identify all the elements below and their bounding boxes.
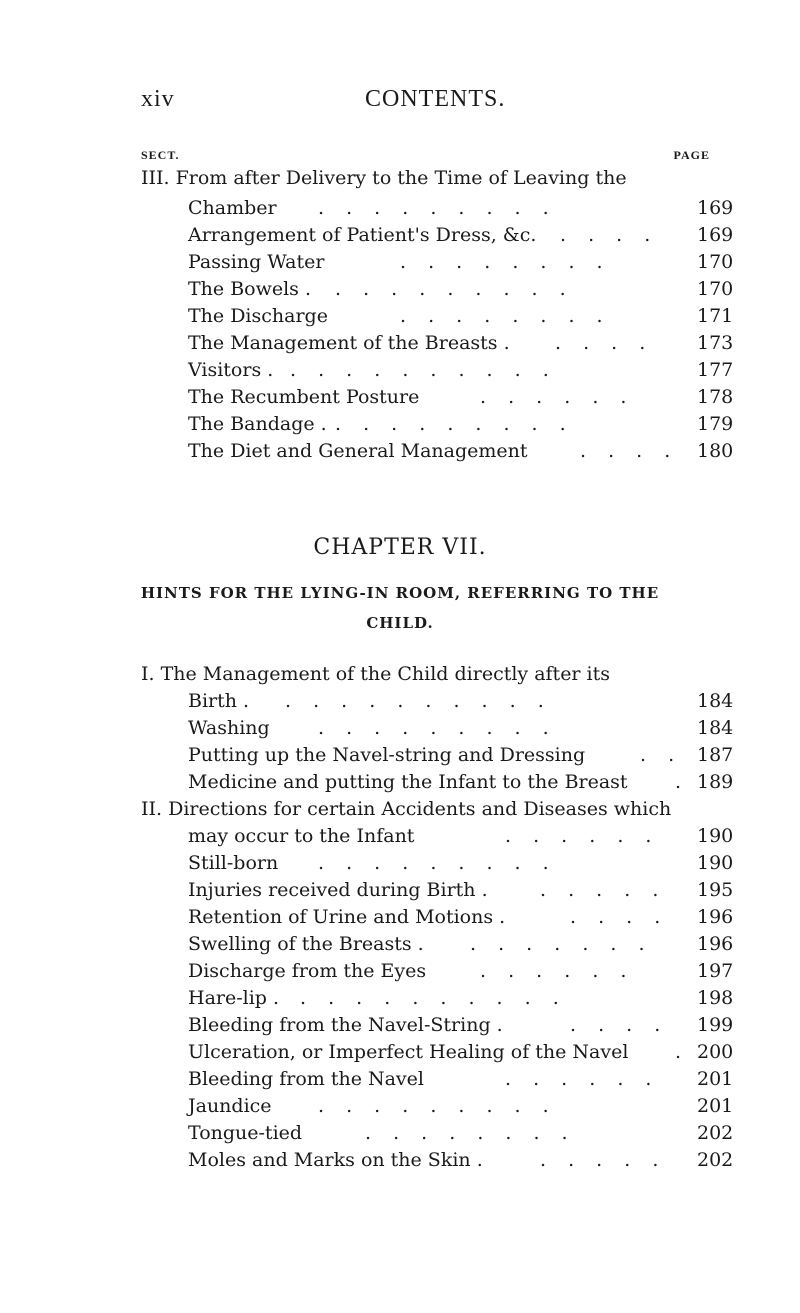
toc-entry: Ulceration, or Imperfect Healing of the Navel . 200 [188, 1041, 734, 1063]
dot-leader: . . [640, 744, 683, 766]
toc-entry: Bleeding from the Navel-String . . . . . 199 [188, 1014, 734, 1036]
dot-leader: . . . . . . [505, 1068, 660, 1090]
dot-leader: . . . . . . [480, 960, 635, 982]
dot-leader: . . . . . . [480, 386, 635, 408]
toc-entry: The Management of the Breasts . . . . . 173 [188, 332, 734, 354]
page-ref: 196 [697, 933, 734, 955]
page-ref: 171 [697, 305, 734, 327]
toc-entry: Passing Water . . . . . . . . 170 [188, 251, 734, 273]
dot-leader: . . . . . . . . [400, 305, 611, 327]
dot-leader: . . . . [580, 440, 679, 462]
dot-leader: . . . . . . . . [400, 251, 611, 273]
running-head [0, 86, 800, 116]
page-ref: 180 [697, 440, 734, 462]
toc-entry: The Bandage . . . . . . . . . . 179 [188, 413, 734, 435]
dot-leader: . . . . . [540, 1149, 667, 1171]
page-ref: 202 [697, 1149, 734, 1171]
toc-entry: Still-born . . . . . . . . . 190 [188, 852, 734, 874]
dot-leader: . . . . . . . . . [318, 852, 557, 874]
toc-entry: The Recumbent Posture . . . . . . 178 [188, 386, 734, 408]
dot-leader: . . . . . . . . [365, 1122, 576, 1144]
toc-entry: The Bowels . . . . . . . . . . 170 [188, 278, 734, 300]
toc-entry: The Discharge . . . . . . . . 171 [188, 305, 734, 327]
dot-leader: . . . . . . [505, 825, 660, 847]
page-ref: 199 [697, 1014, 734, 1036]
page-ref: 177 [697, 359, 734, 381]
toc-entry: Swelling of the Breasts . . . . . . . . 196 [188, 933, 734, 955]
page-ref: 190 [697, 852, 734, 874]
toc-entry: Medicine and putting the Infant to the Breast . 189 [188, 771, 734, 793]
page-ref: 179 [697, 413, 734, 435]
page-ref: 200 [697, 1041, 734, 1063]
toc-entry: Bleeding from the Navel . . . . . . 201 [188, 1068, 734, 1090]
toc-entry: Tongue-tied . . . . . . . . 202 [188, 1122, 734, 1144]
page-ref: 195 [697, 879, 734, 901]
page-ref: 184 [697, 690, 734, 712]
dot-leader: . . . . . . . . . [318, 717, 557, 739]
dot-leader: . . . . . . . . . [318, 197, 557, 219]
dot-leader: . . . . . [540, 879, 667, 901]
dot-leader: . . . . . . . . . [335, 413, 574, 435]
toc-entry: Washing . . . . . . . . . 184 [188, 717, 734, 739]
page-ref: 198 [697, 987, 734, 1009]
page-ref: 202 [697, 1122, 734, 1144]
toc-entry: II. Directions for certain Accidents and Diseases which [141, 798, 672, 820]
page-ref: 170 [697, 278, 734, 300]
dot-leader: . [675, 771, 690, 793]
dot-leader: . . . . . . . [470, 933, 653, 955]
dot-leader: . . . . [570, 1014, 669, 1036]
toc-entry: Jaundice . . . . . . . . . 201 [188, 1095, 734, 1117]
dot-leader: . . . . . . . . . [335, 278, 574, 300]
page-number: xiv [141, 86, 175, 112]
toc-entry: Injuries received during Birth . . . . . . 195 [188, 879, 734, 901]
dot-leader: . . . . . . . . . . [300, 987, 567, 1009]
dot-leader: . . . . [555, 332, 654, 354]
dot-leader: . . . . [560, 224, 659, 246]
toc-entry: Hare-lip . . . . . . . . . . . 198 [188, 987, 734, 1009]
toc-entry: I. The Management of the Child directly after its [141, 663, 611, 685]
page-ref: 173 [697, 332, 734, 354]
chapter-title: CHAPTER VII. [313, 535, 487, 560]
dot-leader: . [675, 1041, 690, 1063]
toc-entry: Birth . . . . . . . . . . . 184 [188, 690, 734, 712]
chapter-subtitle [0, 578, 800, 638]
page-ref: 169 [697, 224, 734, 246]
page-ref: 178 [697, 386, 734, 408]
toc-entry: Visitors . . . . . . . . . . . 177 [188, 359, 734, 381]
dot-leader: . . . . . . . . . . [285, 690, 552, 712]
chapter-subtitle-line: CHILD. [366, 614, 434, 632]
page-ref: 201 [697, 1095, 734, 1117]
page-ref: 170 [697, 251, 734, 273]
toc-entry: Arrangement of Patient's Dress, &c. . . . . 169 [188, 224, 734, 246]
toc-entry: III. From after Delivery to the Time of Leaving the [141, 167, 627, 189]
page-ref: 190 [697, 825, 734, 847]
toc-entry: Moles and Marks on the Skin . . . . . . 202 [188, 1149, 734, 1171]
page-ref: 196 [697, 906, 734, 928]
page-ref: 169 [697, 197, 734, 219]
page-title: CONTENTS. [365, 86, 506, 112]
page-label: PAGE [673, 148, 710, 162]
dot-leader: . . . . . . . . . [318, 1095, 557, 1117]
page-ref: 184 [697, 717, 734, 739]
toc-entry: The Diet and General Management . . . . 180 [188, 440, 734, 462]
dot-leader: . . . . . . . . . . [290, 359, 557, 381]
page-ref: 187 [697, 744, 734, 766]
chapter-subtitle-line: HINTS FOR THE LYING-IN ROOM, REFERRING TO THE [140, 584, 660, 602]
page-ref: 201 [697, 1068, 734, 1090]
dot-leader: . . . . [570, 906, 669, 928]
toc-entry: Putting up the Navel-string and Dressing . . 187 [188, 744, 734, 766]
toc-entry: Chamber . . . . . . . . . 169 [188, 197, 734, 219]
toc-entry: Retention of Urine and Motions . . . . . 196 [188, 906, 734, 928]
toc-entry: Discharge from the Eyes . . . . . . 197 [188, 960, 734, 982]
page-ref: 189 [697, 771, 734, 793]
toc-entry: may occur to the Infant . . . . . . 190 [188, 825, 734, 847]
page-ref: 197 [697, 960, 734, 982]
sect-label: SECT. [141, 148, 180, 162]
